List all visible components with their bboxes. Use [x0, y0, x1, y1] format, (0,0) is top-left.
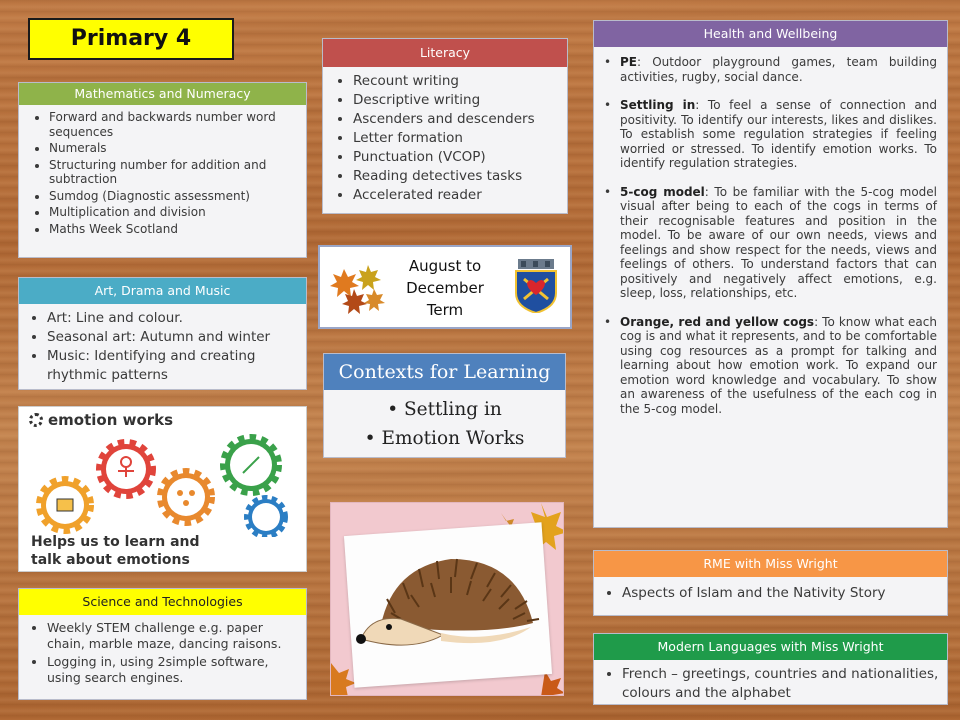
list-item: • Numerals: [49, 141, 298, 156]
list-item: • PE: Outdoor playground games, team building activities, rugby, social dance.: [604, 55, 937, 84]
list-item: • Punctuation (VCOP): [353, 148, 559, 167]
list-item: • Aspects of Islam and the Nativity Story: [622, 584, 939, 603]
rme-heading: RME with Miss Wright: [594, 551, 947, 577]
term-line: August to: [408, 257, 482, 275]
art-list: [19, 304, 306, 389]
list-item: • Sumdog (Diagnostic assessment): [49, 189, 298, 204]
contexts-heading: Contexts for Learning: [324, 354, 565, 390]
emotion-works-image: [18, 406, 307, 572]
term-line: Term: [426, 301, 464, 319]
list-item: • Art: Line and colour.: [47, 309, 298, 328]
languages-list: [594, 660, 947, 707]
art-heading: Art, Drama and Music: [19, 278, 306, 304]
science-panel: [18, 588, 307, 700]
emotion-cogs-icon: [23, 425, 303, 537]
list-item: • Orange, red and yellow cogs: To know what each cog is and what it represents, and to be comfortable using cog resources as a prompt for talking and learning about how emotion work. To expand our emotion word knowledge and vocabulary. To show an awareness of the usefulness of the each cog in the 5-cog model.: [604, 315, 937, 417]
health-list: [594, 47, 947, 416]
list-item: • Recount writing: [353, 72, 559, 91]
list-item: • Music: Identifying and creating rhythmic patterns: [47, 347, 298, 385]
hedgehog-art-image: [330, 502, 564, 696]
hedgehog-icon: [331, 503, 564, 696]
maths-heading: Mathematics and Numeracy: [19, 83, 306, 105]
emotion-tagline: Helps us to learn and talk about emotions: [31, 534, 200, 568]
literacy-heading: Literacy: [323, 39, 567, 67]
term-panel: [318, 245, 572, 329]
languages-heading: Modern Languages with Miss Wright: [594, 634, 947, 660]
list-item: • Descriptive writing: [353, 91, 559, 110]
list-item: • French – greetings, countries and nationalities, colours and the alphabet: [622, 665, 939, 703]
art-panel: [18, 277, 307, 390]
rme-list: [594, 577, 947, 607]
list-item: • Letter formation: [353, 129, 559, 148]
list-item: • Seasonal art: Autumn and winter: [47, 328, 298, 347]
list-item: • 5-cog model: To be familiar with the 5-cog model visual after being to each of the cogs in terms of their recognisable features and position in the model. To be aware of our own needs, views and feelings and show respect for the needs, views and feelings of others. To understand factors that can positively and negatively affect emotions, e.g. sleep, loss, relationships, etc.: [604, 185, 937, 301]
literacy-list: [323, 67, 567, 209]
list-item: • Settling in: [387, 399, 502, 420]
list-item: • Weekly STEM challenge e.g. paper chain, marble maze, dancing raisons.: [47, 620, 298, 652]
school-crest-icon: [514, 259, 558, 313]
languages-panel: [593, 633, 948, 705]
page-title: Primary 4: [28, 18, 234, 60]
term-text: [390, 255, 500, 321]
health-heading: Health and Wellbeing: [594, 21, 947, 47]
term-line: December: [406, 279, 484, 297]
list-item: • Emotion Works: [364, 428, 525, 449]
maths-panel: [18, 82, 307, 258]
contexts-panel: [323, 353, 566, 458]
contexts-list: [324, 390, 565, 453]
rme-panel: [593, 550, 948, 616]
list-item: • Reading detectives tasks: [353, 167, 559, 186]
list-item: • Forward and backwards number word sequences: [49, 110, 298, 139]
science-heading: Science and Technologies: [19, 589, 306, 615]
list-item: • Accelerated reader: [353, 186, 559, 205]
emotion-works-logo: emotion works: [29, 411, 173, 429]
list-item: • Multiplication and division: [49, 205, 298, 220]
literacy-panel: [322, 38, 568, 214]
list-item: • Settling in: To feel a sense of connection and positivity. To identify our interests, likes and dislikes. To establish some regulation strategies if feeling worried or stressed. To identify emotion works. To identify regulation strategies.: [604, 98, 937, 171]
list-item: • Ascenders and descenders: [353, 110, 559, 129]
maths-list: [19, 105, 306, 242]
list-item: • Structuring number for addition and subtraction: [49, 158, 298, 187]
autumn-leaves-icon: [330, 259, 388, 317]
list-item: • Maths Week Scotland: [49, 222, 298, 237]
list-item: • Logging in, using 2simple software, using search engines.: [47, 654, 298, 686]
health-panel: [593, 20, 948, 528]
science-list: [19, 615, 306, 690]
